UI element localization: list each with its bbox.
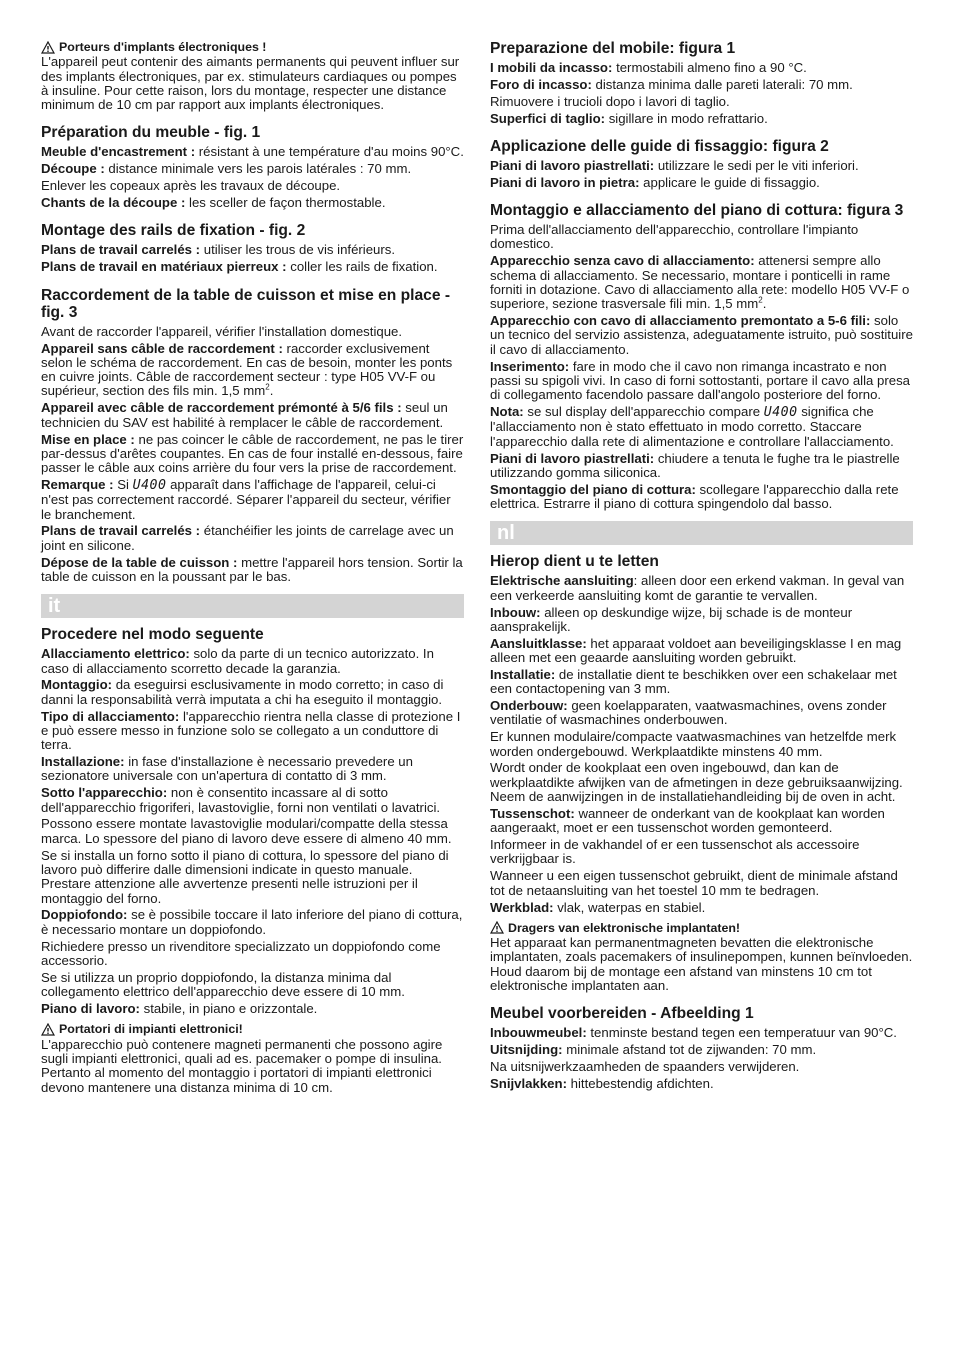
nl-warning-title-text: Dragers van elektronische implantaten!	[508, 920, 741, 935]
fr-racc-sans: Appareil sans câble de raccordement : raccorder exclusivement selon le schéma de raccordement. En cas de besoin, monter les ponts en cuivre joints. Câble de raccordement secteur : type H05 VV-F ou supérieur, section des fils min. 1,5 $mm^2$.	[41, 340, 453, 399]
language-band-it: it	[41, 594, 464, 618]
it-mont-heading: Montaggio e allacciamento del piano di cottura: figura 3	[490, 202, 904, 220]
language-band-nl: nl	[490, 521, 913, 545]
it-mont-nota: Nota: se sul display dell'apparecchio compare U400 significa che l'allacciamento non è stato effettuato in modo corretto. Staccare l'apparecchio dalla rete di alimentazione e controllare l'allacciamento.	[490, 404, 894, 449]
it-montaggio: Montaggio: da eseguirsi esclusivamente in modo corretto; in caso di danni la responsabilità verrà imputata a chi ha eseguito il montaggio.	[41, 677, 444, 707]
fr-prep-decoupe: Découpe : distance minimale vers les parois latérales : 70 mm.	[41, 161, 412, 177]
it-warning-text: L'apparecchio può contenere magneti permanenti che possono agire sugli impianti elettronici, quali ad es. pacemaker o pompe di insulina. Pertanto al momento del montaggio i portatori di impianti elettronici devono mantenere una distanza minima di 10 cm.	[41, 1036, 443, 1095]
it-guide-pietra: Piani di lavoro in pietra: applicare le guide di fissaggio.	[490, 174, 820, 190]
nl-informeer: Informeer in de vakhandel of er een tussenschot als accessoire verkrijgbaar is.	[490, 837, 860, 867]
nl-werkblad: Werkblad: vlak, waterpas en stabiel.	[490, 899, 706, 915]
it-warning-title-text: Portatori di impianti elettronici!	[59, 1022, 243, 1037]
fr-rails-pierreux: Plans de travail en matériaux pierreux : coller les rails de fixation.	[41, 259, 438, 275]
it-proprio: Se si utilizza un proprio doppiofondo, la distanza minima dal collegamento elettrico dell'apparecchio deve essere di 10 mm.	[41, 969, 405, 1000]
nl-install: Installatie: de installatie dient te beschikken over een schakelaar met een contactopening van 3 mm.	[490, 666, 897, 697]
it-guide-piastrellati: Piani di lavoro piastrellati: utilizzare le sedi per le viti inferiori.	[490, 157, 859, 173]
fr-prep-copeaux: Enlever les copeaux après les travaux de découpe.	[41, 178, 341, 194]
warning-triangle-icon	[41, 1023, 55, 1036]
fr-rails-carreles: Plans de travail carrelés : utiliser les trous de vis inférieurs.	[41, 242, 396, 258]
it-install: Installazione: in fase d'installazione è necessario prevedere un sezionatore universale con un'apertura di contatto di 3 mm.	[41, 754, 413, 784]
fr-prep-meuble: Meuble d'encastrement : résistant à une température d'au moins 90°C.	[41, 144, 464, 160]
fr-prep-chants: Chants de la découpe : les sceller de façon thermostable.	[41, 195, 386, 211]
it-possono: Possono essere montate lavastoviglie modulari/compatte della stessa marca. Lo spessore del piano di lavoro deve essere di almeno 40 mm.	[41, 816, 452, 846]
display-code: U400	[763, 405, 798, 421]
fr-warning-title-text: Porteurs d'implants électroniques !	[59, 40, 267, 54]
it-piano: Piano di lavoro: stabile, in piano e orizzontale.	[41, 1001, 318, 1017]
warning-triangle-icon	[41, 41, 55, 54]
it-guide-heading: Applicazione delle guide di fissaggio: figura 2	[490, 137, 829, 155]
right-column	[490, 40, 913, 1094]
it-mont-smont: Smontaggio del piano di cottura: scollegare l'apparecchio dalla rete elettrica. Estrarre il piano di cottura spingendolo dal basso.	[490, 481, 899, 512]
fr-racc-mise: Mise en place : ne pas coincer le câble de raccordement, ne pas le tirer par-dessus d'arêtes coupantes. En cas de four installé en-dessous, faire passer le câble aux coins arrière du four vers la prise de raccordement.	[41, 431, 464, 476]
warning-triangle-icon	[490, 921, 504, 934]
it-doppio: Doppiofondo: se è possibile toccare il lato inferiore del piano di cottura, è necessario montare un doppiofondo.	[41, 907, 463, 937]
nl-warning-text: Het apparaat kan permanentmagneten bevatten die elektronische implantaten, zoals pacemakers of insulinepompen, kunnen beïnvloeden. Houd daarom bij de montage een afstand van minstens 10 cm tot elektronische implantaten aan.	[490, 935, 913, 994]
it-richiedere: Richiedere presso un rivenditore specializzato un doppiofondo come accessorio.	[41, 938, 441, 968]
left-column	[41, 40, 464, 1097]
it-allac: Allacciamento elettrico: solo da parte di un tecnico autorizzato. In caso di allacciamento scorretto decade la garanzia.	[41, 646, 434, 676]
nl-meubel-heading: Meubel voorbereiden - Afbeelding 1	[490, 1005, 754, 1023]
nl-oven: Wordt onder de kookplaat een oven ingebouwd, dan kan de werkplaatdikte afwijken van de afmetingen in deze gebruiksaanwijzing. Neem de aanwijzingen in de installatiehandleiding bij de oven in acht.	[490, 760, 903, 805]
nl-wanneer: Wanneer u een eigen tussenschot gebruikt, dient de minimale afstand tot de netaansluiting van het toestel 10 mm te bedragen.	[490, 868, 898, 898]
it-prep-rimuovere: Rimuovere i trucioli dopo i lavori di taglio.	[490, 93, 730, 109]
nl-onder: Onderbouw: geen koelapparaten, vaatwasmachines, ovens zonder ventilatie of wasmachines onderbouwen.	[490, 698, 887, 728]
nl-inbouw: Inbouw: alleen op deskundige wijze, bij schade is de monteur aansprakelijk.	[490, 604, 853, 634]
it-mont-intro: Prima dell'allacciamento dell'apparecchio, controllare l'impianto domestico.	[490, 222, 859, 252]
it-prep-foro: Foro di incasso: distanza minima dalle pareti laterali: 70 mm.	[490, 76, 853, 92]
nl-elek: Elektrische aansluiting: alleen door een erkend vakman. In geval van een verkeerde aansluiting komt de garantie te vervallen.	[490, 573, 905, 603]
it-mont-inser: Inserimento: fare in modo che il cavo non rimanga incastrato e non passi su spigoli vivi. In caso di forni sottostanti, portare il cavo alla presa di collegamento facendolo passare dall'angolo posteriore del forno.	[490, 358, 911, 403]
nl-warning-title	[490, 921, 913, 935]
nl-meubel-snij: Snijvlakken: hittebestendig afdichten.	[490, 1075, 714, 1091]
nl-hierop-heading: Hierop dient u te letten	[490, 553, 659, 571]
it-mont-con: Apparecchio con cavo di allacciamento premontato a 5-6 fili: solo un tecnico del servizio assistenza, adeguatamente istruito, può sostituire il cavo di allacciamento.	[490, 313, 913, 357]
fr-warning-title	[41, 40, 464, 54]
nl-modulair: Er kunnen modulaire/compacte vaatwasmachines van hetzelfde merk worden ondergebouwd. Werkplaatdikte minstens 40 mm.	[490, 729, 897, 759]
fr-racc-heading: Raccordement de la table de cuisson et mise en place - fig. 3	[41, 286, 451, 321]
it-warning-title	[41, 1022, 464, 1036]
fr-racc-carreles: Plans de travail carrelés : étanchéifier les joints de carrelage avec un joint en silicone.	[41, 523, 454, 553]
fr-racc-intro: Avant de raccorder l'appareil, vérifier l'installation domestique.	[41, 323, 403, 339]
it-proc-heading: Procedere nel modo seguente	[41, 626, 264, 644]
it-prep-superfici: Superfici di taglio: sigillare in modo refrattario.	[490, 110, 768, 126]
it-sotto: Sotto l'apparecchio: non è consentito incassare al di sotto dell'apparecchio frigoriferi, lavastoviglie, forni non ventilati o lavatrici.	[41, 785, 441, 815]
fr-racc-remarque: Remarque : Si U400 apparaît dans l'affichage de l'appareil, celui-ci n'est pas correctement raccordé. Séparer l'appareil du secteur, vérifier le branchement.	[41, 476, 451, 522]
fr-rails-heading: Montage des rails de fixation - fig. 2	[41, 222, 306, 240]
it-tipo: Tipo di allacciamento: l'apparecchio rientra nella classe di protezione I e può essere messo in funzione solo se collegato a un conduttore di terra.	[41, 708, 461, 753]
nl-meubel-inbouw: Inbouwmeubel: tenminste bestand tegen een temperatuur van 90°C.	[490, 1025, 897, 1041]
nl-tussen: Tussenschot: wanneer de onderkant van de kookplaat kan worden aangeraakt, moet er een tussenschot worden gemonteerd.	[490, 805, 885, 836]
nl-meubel-spaanders: Na uitsnijwerkzaamheden de spaanders verwijderen.	[490, 1059, 800, 1075]
nl-meubel-uitsn: Uitsnijding: minimale afstand tot de zijwanden: 70 mm.	[490, 1042, 817, 1058]
display-code: U400	[132, 477, 167, 493]
it-prep-mobili: I mobili da incasso: termostabili almeno fino a 90 °C.	[490, 60, 807, 75]
fr-prep-heading: Préparation du meuble - fig. 1	[41, 124, 261, 142]
nl-klasse: Aansluitklasse: het apparaat voldoet aan beveiligingsklasse I en mag alleen met een geaarde aansluiting worden gebruikt.	[490, 635, 902, 666]
fr-warning-text: L'appareil peut contenir des aimants permanents qui peuvent influer sur des implants électroniques, par ex. stimulateurs cardiaques ou pompes à insuline. Pour cette raison, lors du montage, respecter une distance minimum de 10 cm par rapport aux implants électroniques.	[41, 54, 460, 113]
it-mont-piastr: Piani di lavoro piastrellati: chiudere a tenuta le fughe tra le piastrelle utilizzando gomma siliconica.	[490, 450, 900, 480]
it-prep-heading: Preparazione del mobile: figura 1	[490, 40, 736, 57]
fr-racc-avec: Appareil avec câble de raccordement prémonté à 5/6 fils : seul un technicien du SAV est habilité à remplacer le câble de raccordement.	[41, 400, 448, 430]
fr-racc-depose: Dépose de la table de cuisson : mettre l'appareil hors tension. Sortir la table de cuisson en la poussant par le bas.	[41, 554, 463, 584]
it-forno: Se si installa un forno sotto il piano di cottura, lo spessore del piano di lavoro può differire dalle dimensioni indicate in questo manuale. Prestare attenzione alle avvertenze presenti nelle istruzioni per il montaggio del forno.	[41, 847, 449, 906]
it-mont-senza: Apparecchio senza cavo di allacciamento: attenersi sempre allo schema di allacciamento. Se necessario, montare i ponticelli in rame forniti in dotazione. Cavo di allacciamento alla rete: modello H05 VV-F o superiore, sezione trasversale fili min. 1,5 $mm^2$.	[490, 253, 910, 312]
